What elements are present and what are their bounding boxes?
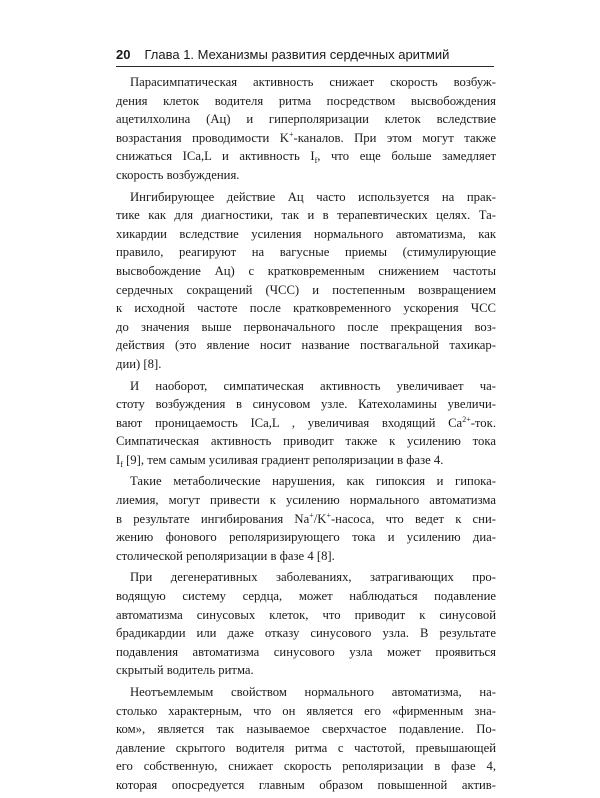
paragraph bbox=[116, 377, 496, 470]
text-line: возрастания проводимости K+-каналов. При этом могут также bbox=[116, 129, 496, 145]
paragraph bbox=[116, 188, 496, 374]
body-text bbox=[116, 73, 496, 798]
paragraph bbox=[116, 472, 496, 565]
text-line: Ингибирующее действие Ац часто используется на прак- bbox=[130, 189, 496, 204]
text-line: Симпатическая активность приводит также к усилению тока bbox=[116, 434, 496, 449]
text-line: давление скрытого водителя ритма с частотой, превышающей bbox=[116, 740, 496, 755]
chapter-title: Глава 1. Механизмы развития сердечных аритмий bbox=[144, 47, 450, 62]
text-line: к исходной частоте после кратковременного ускорения ЧСС bbox=[116, 301, 496, 316]
text-line: тике как для диагностики, так и в терапевтических целях. Та- bbox=[116, 208, 496, 223]
text-line: При дегенеративных заболеваниях, затрагивающих про- bbox=[130, 570, 496, 585]
text-line: жению фонового реполяризирующего тока и усилению диа- bbox=[116, 530, 496, 545]
text-line: Парасимпатическая активность снижает скорость возбуж- bbox=[130, 75, 496, 89]
text-line: И наоборот, симпатическая активность увеличивает ча- bbox=[130, 378, 496, 393]
text-line: правило, реагируют на вагусные приемы (стимулирующие bbox=[116, 245, 496, 260]
text-line: дии) [8]. bbox=[116, 356, 162, 371]
text-line: ком», является так называемое сверхчастое подавление. По- bbox=[116, 722, 496, 737]
text-line: скорость возбуждения. bbox=[116, 167, 240, 182]
text-line: Неотъемлемым свойством нормального автоматизма, на- bbox=[130, 685, 496, 699]
text-line: сердечных сокращений (ЧСС) и постепенным возвращением bbox=[116, 282, 496, 297]
text-line: водящую систему сердца, может наблюдаться подавление bbox=[116, 589, 496, 604]
text-line: снижаться ICa,L и активность $I_f$, что еще больше замедляет bbox=[116, 149, 497, 166]
text-line: ацетилхолина (Ац) и гиперполяризации клеток вследствие bbox=[116, 112, 496, 127]
text-line: в результате ингибирования Na+/K+-насоса, что ведет к сни- bbox=[116, 510, 496, 526]
text-line: столько характерным, что он является его «фирменным зна- bbox=[116, 703, 496, 718]
text-line: хикардии вследствие усиления нормального автоматизма, как bbox=[116, 226, 496, 241]
paragraph bbox=[116, 568, 496, 680]
text-line: Такие метаболические нарушения, как гипоксия и гипока- bbox=[130, 474, 496, 489]
text-line: скрытый водитель ритма. bbox=[116, 663, 254, 678]
text-line: автоматизма синусовых клеток, что приводит к синусовой bbox=[116, 607, 496, 622]
text-line: брадикардии или даже отказу синусового узла. В результате bbox=[116, 626, 496, 641]
header-rule bbox=[116, 66, 494, 67]
text-line: столической реполяризации в фазе 4 [8]. bbox=[116, 548, 335, 563]
paragraph bbox=[116, 683, 496, 795]
running-header bbox=[116, 47, 496, 62]
page-number: 20 bbox=[116, 47, 131, 62]
text-line: высвобождение Ац) с кратковременным снижением частоты bbox=[116, 263, 496, 278]
text-line: дения клеток водителя ритма посредством высвобождения bbox=[116, 93, 496, 108]
text-line: его собственную, снижает скорость реполяризации в фазе 4, bbox=[116, 759, 496, 774]
text-line: стоту возбуждения в синусовом узле. Катехоламины увеличи- bbox=[116, 397, 496, 412]
text-line: до значения выше первоначального после прекращения воз- bbox=[116, 319, 496, 334]
text-line: вают проницаемость ICa,L , увеличивая входящий $Ca^{2+}$-ток. bbox=[116, 414, 496, 430]
text-line: $I_f$ [9], тем самым усиливая градиент реполяризации в фазе 4. bbox=[116, 452, 444, 469]
text-line: действия (это явление носит название поствагальной тахикар- bbox=[116, 338, 496, 353]
paragraph bbox=[116, 73, 496, 185]
text-line: подавления автоматизма синусового узла может проявиться bbox=[116, 644, 496, 659]
text-line: которая опосредуется главным образом повышенной актив- bbox=[116, 777, 496, 792]
text-line: лиемия, могут привести к усилению нормального автоматизма bbox=[116, 493, 496, 508]
